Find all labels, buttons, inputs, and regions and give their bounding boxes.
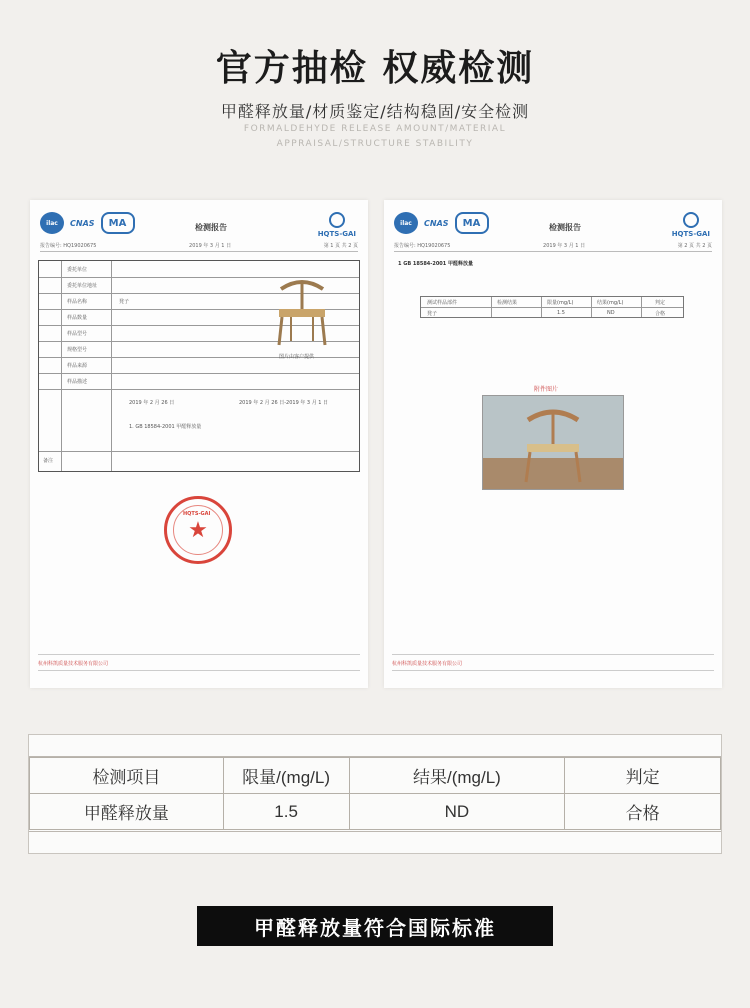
- mini-cell-verdict: 合格: [655, 311, 666, 317]
- remarks-label: 备注: [43, 458, 54, 464]
- test-standard: 1. GB 18584-2001 甲醛释放量: [129, 424, 202, 430]
- attachment-title: 附件图片: [534, 386, 559, 393]
- mini-cell-limit: 1.5: [557, 310, 565, 316]
- row-label-source: 样品来源: [67, 363, 88, 369]
- english-subtitle-line-1: FORMALDEHYDE RELEASE AMOUNT/MATERIAL: [243, 124, 507, 134]
- header-limit: 限量/(mg/L): [223, 758, 349, 794]
- hqts-label: HQTS-GAI: [317, 230, 356, 238]
- cell-limit: 1.5: [223, 794, 349, 830]
- cnas-logo: CNAS: [424, 218, 449, 228]
- mini-header-result: 检测结果: [497, 300, 518, 306]
- report-title: 检测报告: [195, 223, 227, 232]
- cell-verdict: 合格: [565, 794, 721, 830]
- result-summary: [28, 734, 722, 854]
- main-title: 官方抽检 权威检测: [215, 47, 535, 89]
- header-test-item: 检测项目: [30, 758, 224, 794]
- report-meta: [394, 242, 712, 252]
- report-number: 报告编号: HQ19020675: [394, 243, 451, 249]
- certification-logos: [40, 212, 135, 234]
- hqts-logo: [672, 212, 710, 238]
- attachment-photo: [482, 395, 624, 490]
- mini-cell-part: 凳子: [427, 311, 438, 317]
- mini-header-value: 结果(mg/L): [597, 300, 624, 306]
- mini-header-part: 测试样品部件: [427, 300, 458, 306]
- sample-name-value: 凳子: [119, 299, 130, 305]
- mini-cell-value: ND: [607, 310, 615, 316]
- header-verdict: 判定: [565, 758, 721, 794]
- chair-image: [267, 269, 337, 349]
- test-result-mini-table: [420, 296, 684, 318]
- subtitle: 甲醛释放量/材质鉴定/结构稳固/安全检测: [220, 102, 530, 121]
- hqts-logo: [318, 212, 356, 238]
- row-label-sample-model: 样品型号: [67, 331, 88, 337]
- mini-header-verdict: 判定: [655, 300, 666, 306]
- mini-header-limit: 限量(mg/L): [547, 300, 574, 306]
- certification-logos: [394, 212, 489, 234]
- result-row: [30, 794, 721, 830]
- row-label-sample-qty: 样品数量: [67, 315, 88, 321]
- result-table: [29, 757, 721, 830]
- sample-info-form: [38, 260, 360, 472]
- chair-caption: 图片由客户提供: [279, 354, 315, 360]
- english-subtitle-line-2: APPRAISAL/STRUCTURE STABILITY: [276, 139, 474, 149]
- report-sheet-page-2: [384, 200, 722, 688]
- row-label-client: 委托单位: [67, 267, 88, 273]
- magnifier-icon: [329, 212, 345, 228]
- cell-test-item: 甲醛释放量: [30, 794, 224, 830]
- issuing-org: 杭州科凯质量技术服务有限公司: [392, 661, 463, 667]
- row-label-sample-name: 样品名称: [67, 299, 88, 305]
- report-title: 检测报告: [549, 223, 581, 232]
- test-period: 2019 年 2 月 26 日-2019 年 3 月 1 日: [239, 400, 329, 406]
- compliance-banner: 甲醛释放量符合国际标准: [197, 906, 553, 946]
- ma-logo: MA: [455, 212, 489, 234]
- cell-result: ND: [349, 794, 565, 830]
- row-label-description: 样品描述: [67, 379, 88, 385]
- star-icon: ★: [188, 517, 208, 543]
- issuing-org: 杭州科凯质量技术服务有限公司: [38, 661, 109, 667]
- row-label-client-address: 委托单位地址: [67, 283, 98, 289]
- header-result: 结果/(mg/L): [349, 758, 565, 794]
- official-stamp: [164, 496, 232, 564]
- report-date: 2019 年 3 月 1 日: [189, 243, 232, 249]
- report-page: 第 2 页 共 2 页: [677, 243, 712, 249]
- report-number: 报告编号: HQ19020675: [40, 243, 97, 249]
- report-date: 2019 年 3 月 1 日: [543, 243, 586, 249]
- section-heading: 1 GB 18584-2001 甲醛释放量: [398, 261, 474, 267]
- stamp-label: HQTS-GAI: [183, 511, 211, 517]
- ma-logo: MA: [101, 212, 135, 234]
- chair-photo: [483, 396, 623, 489]
- date-received: 2019 年 2 月 26 日: [129, 400, 175, 406]
- row-label-spec: 规格型号: [67, 347, 88, 353]
- ilac-logo-icon: ilac: [40, 212, 64, 234]
- magnifier-icon: [683, 212, 699, 228]
- ilac-logo-icon: ilac: [394, 212, 418, 234]
- report-meta: [40, 242, 358, 252]
- report-page: 第 1 页 共 2 页: [323, 243, 358, 249]
- report-sheet-page-1: [30, 200, 368, 688]
- cnas-logo: CNAS: [70, 218, 95, 228]
- result-header-row: [30, 758, 721, 794]
- hqts-label: HQTS-GAI: [671, 230, 710, 238]
